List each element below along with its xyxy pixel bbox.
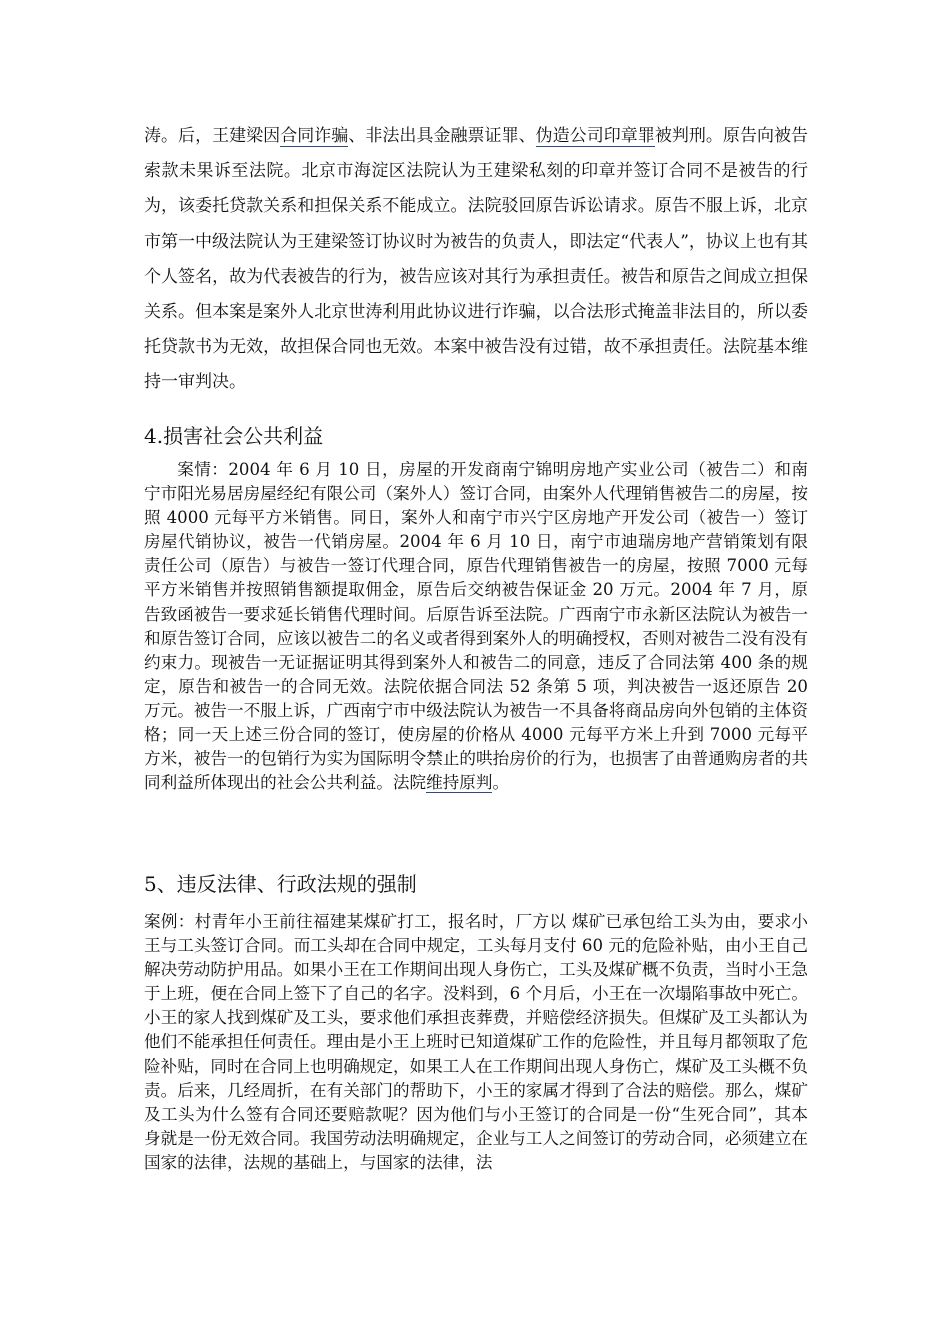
text-segment: 案情：2004 年 6 月 10 日，房屋的开发商南宁锦明房地产实业公司（被告二）和南宁市阳光易居房屋经纪有限公司（案外人）签订合同，由案外人代理销售被告二的房屋，按照 4000 元每平方米销售。同日，案外人和南宁市兴宁区房地产开发公司（被告一）签订房屋代销协议，被告一代销房屋。2004 年 6 月 10 日，南宁市迪瑞房地产营销策划有限责任公司（原告）与被告一签订代理合同，原告代理销售被告一的房屋，按照 7000 元每平方米销售并按照销售额提取佣金，原告后交纳被告保证金 20 万元。2004 年 7 月，原告致函被告一要求延长销售代理时间。后原告诉至法院。广西南宁市永新区法院认为被告一和原告签订合同，应该以被告二的名义或者得到案外人的明确授权，否则对被告二没有没有约束力。现被告一无证据证明其得到案外人和被告二的同意，违反了合同法第 400 条的规定，原告和被告一的合同无效。法院依据合同法 52 条第 5 项，判决被告一返还原告 20 万元。被告一不服上诉，广西南宁市中级法院认为被告一不具备将商品房向外包销的主体资格；同一天上述三份合同的签订，使房屋的价格从 4000 元每平方米上升到 7000 元每平方米，被告一的包销行为实为国际明令禁止的哄抬房价的行为，也损害了由普通购房者的共同利益所体现出的社会公共利益。法院 <box>144 460 808 793</box>
section-heading-public-interest: 4.损害社会公共利益 <box>144 424 324 448</box>
link-contract-fraud[interactable]: 合同诈骗 <box>280 126 349 146</box>
section-heading-mandatory-law: 5、违反法律、行政法规的强制 <box>144 872 417 896</box>
text-segment: 被判刑。原告向被告索款未果诉至法院。北京市海淀区法院认为王建梁私刻的印章并签订合同不是被告的行为，该委托贷款关系和担保关系不能成立。法院驳回原告诉讼请求。原告不服上诉，北京市第一中级法院认为王建梁签订协议时为被告的负责人，即法定“代表人”，协议上也有其个人签名，故为代表被告的行为，被告应该对其行为承担责任。被告和原告之间成立担保关系。但本案是案外人北京世涛利用此协议进行诈骗，以合法形式掩盖非法目的，所以委托贷款书为无效，故担保合同也无效。本案中被告没有过错，故不承担责任。法院基本维持一审判决。 <box>144 126 809 393</box>
text-segment: 、非法出具金融票证罪、 <box>348 126 536 146</box>
text-segment: 。 <box>492 773 510 793</box>
paragraph-case-coal-mine: 案例：村青年小王前往福建某煤矿打工，报名时，厂方以 煤矿已承包给工头为由，要求小王与工头签订合同。而工头却在合同中规定，工头每月支付 60 元的危险补贴，由小王自己解决劳动防护用品。如果小王在工作期间出现人身伤亡，工头及煤矿概不负责，当时小王急于上班，便在合同上签下了自己的名字。没料到，6 个月后，小王在一次塌陷事故中死亡。小王的家人找到煤矿及工头，要求他们承担丧葬费，并赔偿经济损失。但煤矿及工头都认为他们不能承担任何责任。理由是小王上班时已知道煤矿工作的危险性，并且每月都领取了危险补贴，同时在合同上也明确规定，如果工人在工作期间出现人身伤亡，煤矿及工头概不负责。后来，几经周折，在有关部门的帮助下，小王的家属才得到了合法的赔偿。那么，煤矿及工头为什么签有合同还要赔款呢？因为他们与小王签订的合同是一份“生死合同”，其本身就是一份无效合同。我国劳动法明确规定，企业与工人之间签订的劳动合同，必须建立在国家的法律，法规的基础上，与国家的法律，法 <box>144 912 808 1172</box>
paragraph-case-conclusion <box>144 119 808 401</box>
link-forged-seal-crime[interactable]: 伪造公司印章罪 <box>535 126 655 146</box>
text-segment: 涛。后，王建梁因 <box>144 126 281 146</box>
paragraph-case-public-interest <box>144 458 808 795</box>
link-uphold-original-judgment[interactable]: 维持原判 <box>426 773 493 793</box>
